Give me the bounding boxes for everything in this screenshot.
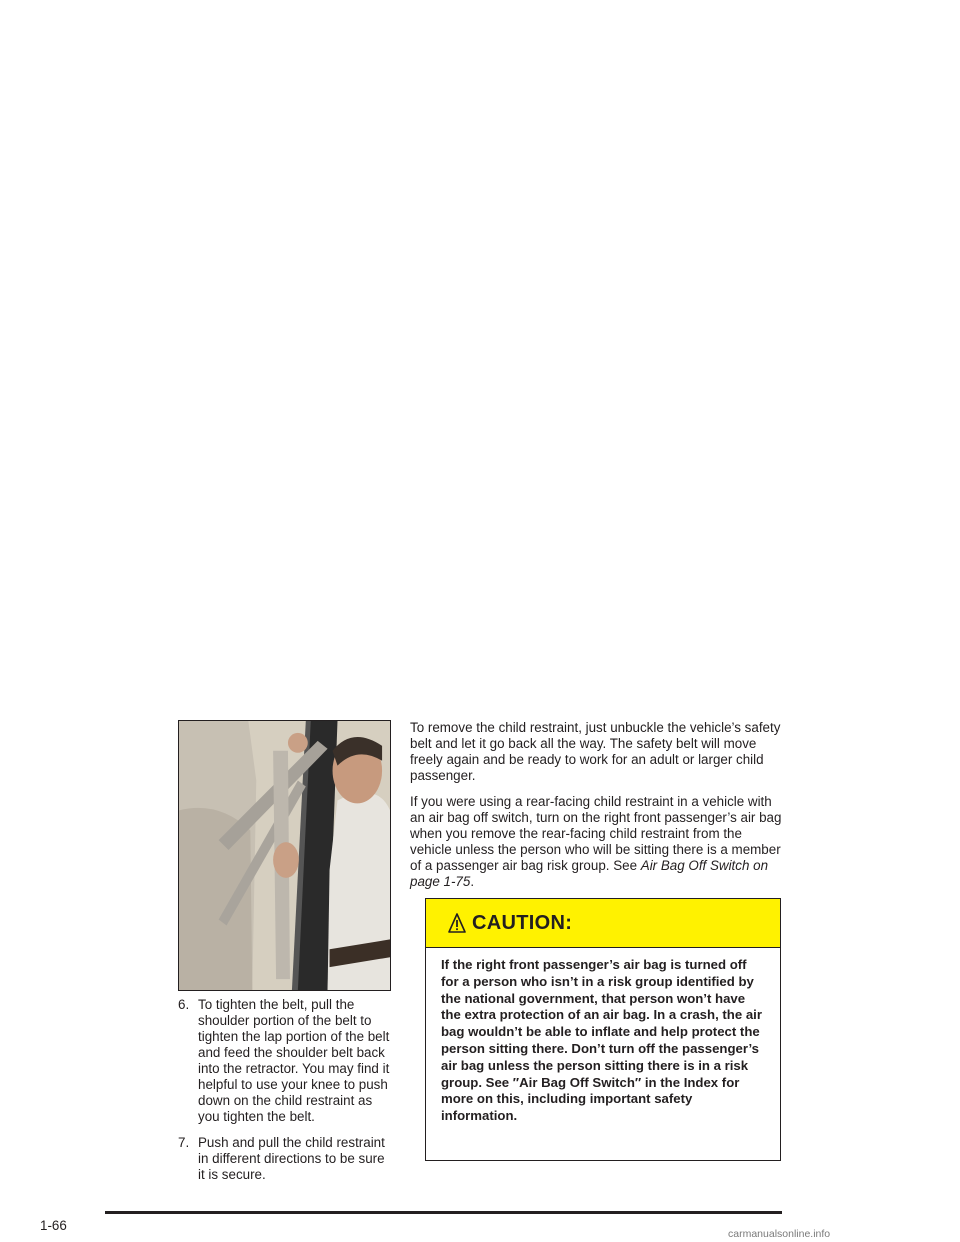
step-7 [178,1135,393,1183]
step-number: 6. [178,997,190,1012]
caution-header [426,899,780,948]
cross-reference-link[interactable]: Air Bag Off Switch on page 1-75 [410,858,769,889]
step-text: To tighten the belt, pull the shoulder portion of the belt to tighten the lap portion of the belt and feed the shoulder belt back into the retractor. You may find it helpful to use your knee to push down on the child restraint as you tighten the belt. [198,997,390,1124]
caution-title: CAUTION: [472,911,573,934]
belt-illustration [179,721,390,990]
step-6 [178,997,393,1125]
paragraph-text: If you were using a rear-facing child restraint in a vehicle with an air bag off switch, turn on the right front passenger’s air bag when you remove the rear-facing child restraint from the vehicle unless the person who will be sitting there is a member of a passenger air bag risk group. See [410,794,782,873]
step-text: Push and pull the child restraint in different directions to be sure it is secure. [198,1135,385,1182]
right-column [410,720,782,900]
caution-box [425,898,781,1161]
warning-triangle-icon [448,913,466,933]
air-bag-switch-paragraph [410,794,782,890]
watermark: carmanualsonline.info [728,1228,831,1240]
caution-text: If the right front passenger’s air bag is turned off for a person who isn’t in a risk group identified by the national government, that person won’t have the extra protection of an air bag. In a crash, the air bag wouldn’t be able to inflate and help protect the person sitting there. Don’t turn off the passenger’s air bag unless the person sitting there is in a risk group. See ″Air Bag Off Switch″ in the Index for more on this, including important safety information. [441,957,762,1124]
paragraph-tail: . [470,874,475,889]
page-number: 1-66 [40,1218,67,1233]
illustration-man-tightening-belt [178,720,391,991]
footer-rule [105,1211,782,1214]
step-number: 7. [178,1135,190,1150]
steps-list [178,997,393,1193]
remove-restraint-paragraph: To remove the child restraint, just unbuckle the vehicle’s safety belt and let it go back all the way. The safety belt will move freely again and be ready to work for an adult or larger child passenger. [410,720,781,783]
